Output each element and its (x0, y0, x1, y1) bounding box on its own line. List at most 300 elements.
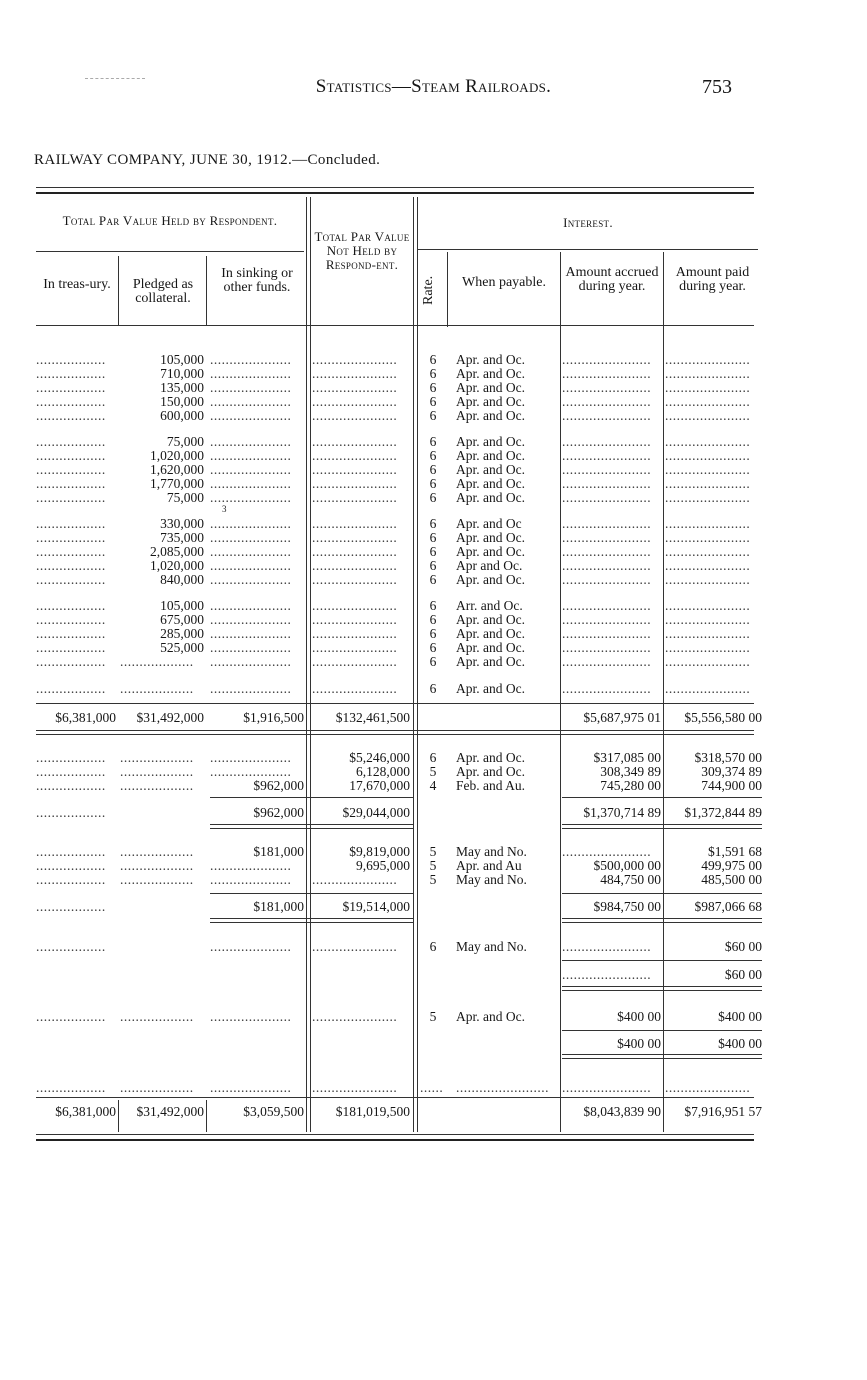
dot-leader: .................. (36, 859, 106, 873)
accrued-value: $500,000 00 (593, 858, 661, 873)
rate-value: 6 (429, 626, 437, 641)
rate-value: 6 (429, 448, 437, 463)
dot-leader: ...................... (312, 517, 398, 531)
paid-value: $60 00 (724, 939, 762, 954)
vrule-treasury-total (118, 1100, 119, 1132)
dot-leader: .................. (36, 765, 106, 779)
pledged-value: 1,770,000 (150, 476, 204, 491)
dot-leader: .................. (36, 559, 106, 573)
dot-leader: ...................... (312, 1081, 398, 1095)
when-payable-value: Apr. and Oc. (456, 1009, 525, 1024)
header-sinking: In sinking or other funds. (221, 266, 293, 295)
when-payable-value: Arr. and Oc. (456, 598, 523, 613)
dot-leader: .................. (36, 1010, 106, 1024)
subtotal-1-accrued: $5,687,975 01 (583, 710, 661, 725)
dot-leader: ..................... (210, 682, 292, 696)
dot-leader: .................. (36, 751, 106, 765)
when-payable-value: Apr. and Oc. (456, 352, 525, 367)
dot-leader: .................. (36, 545, 106, 559)
sum-rule (36, 703, 754, 704)
vrule-accrued (663, 252, 664, 1132)
bottom-rule-1 (36, 1134, 754, 1135)
dot-leader: ...................... (312, 1010, 398, 1024)
vrule-treasury-head (118, 256, 119, 326)
grand-total-treasury: $6,381,000 (55, 1104, 116, 1119)
rate-value: 6 (429, 352, 437, 367)
dot-leader: ..................... (210, 477, 292, 491)
vrule-double-a (306, 197, 307, 1132)
dot-leader: ....................... (562, 968, 652, 982)
accrued-value: 308,349 89 (600, 764, 661, 779)
header-rate: Rate. (421, 275, 436, 305)
subtotal-3-not_held: $19,514,000 (342, 899, 410, 914)
pledged-value: 150,000 (160, 394, 204, 409)
dot-leader: ..................... (210, 367, 292, 381)
rate-value: 5 (429, 858, 437, 873)
dot-leader: ...................... (665, 613, 751, 627)
rate-value: 6 (429, 408, 437, 423)
dot-leader: .................. (36, 409, 106, 423)
dot-leader: ..................... (210, 381, 292, 395)
dot-leader: ..................... (210, 613, 292, 627)
when-payable-value: Feb. and Au. (456, 778, 525, 793)
dot-leader: .................. (36, 573, 106, 587)
dot-leader: .................. (36, 517, 106, 531)
sum-rule (562, 986, 762, 987)
rate-value: 6 (429, 366, 437, 381)
when-payable-value: Apr. and Oc (456, 516, 522, 531)
accrued-value: 745,280 00 (600, 778, 661, 793)
table-subtitle: RAILWAY COMPANY, JUNE 30, 1912.—Concluded. (34, 152, 381, 168)
when-payable-value: May and No. (456, 844, 527, 859)
rate-value: 4 (429, 778, 437, 793)
dot-leader: ...................... (312, 463, 398, 477)
sum-rule (562, 990, 762, 991)
pledged-value: 840,000 (160, 572, 204, 587)
header-bottom-rule (36, 325, 754, 326)
dot-leader: ...................... (312, 940, 398, 954)
pledged-value: 330,000 (160, 516, 204, 531)
dot-leader: ...... (420, 1081, 444, 1095)
pledged-value: 75,000 (166, 490, 204, 505)
dot-leader: .................. (36, 806, 106, 820)
dot-leader: .................. (36, 477, 106, 491)
when-payable-value: Apr. and Au (456, 858, 522, 873)
dot-leader: ................... (120, 873, 194, 887)
rate-value: 6 (429, 380, 437, 395)
dot-leader: ...................... (665, 559, 751, 573)
grand-total-paid: $7,916,951 57 (684, 1104, 762, 1119)
dot-leader: ...................... (665, 463, 751, 477)
dot-leader: ...................... (312, 491, 398, 505)
dot-leader: ...................... (312, 682, 398, 696)
dot-leader: .................. (36, 353, 106, 367)
dot-leader: ...................... (312, 573, 398, 587)
when-payable-value: Apr. and Oc. (456, 640, 525, 655)
paid-value: $1,591 68 (708, 844, 762, 859)
rate-value: 6 (429, 490, 437, 505)
dot-leader: ....................... (562, 491, 652, 505)
dot-leader: ...................... (312, 531, 398, 545)
dot-leader: ....................... (562, 682, 652, 696)
vrule-rate-head (447, 252, 448, 327)
dot-leader: ...................... (665, 395, 751, 409)
pledged-value: 600,000 (160, 408, 204, 423)
when-payable-value: Apr. and Oc. (456, 654, 525, 669)
pledged-value: 285,000 (160, 626, 204, 641)
dot-leader: .................. (36, 940, 106, 954)
rate-value: 5 (429, 844, 437, 859)
dot-leader: ....................... (562, 409, 652, 423)
dot-leader: ..................... (210, 1081, 292, 1095)
dot-leader: ................... (120, 765, 194, 779)
held-group-underline (36, 251, 304, 252)
page-number: 753 (702, 76, 732, 98)
dot-leader: ...................... (665, 1081, 751, 1095)
subtotal-2-paid: $1,372,844 89 (684, 805, 762, 820)
vrule-pledged-total (206, 1100, 207, 1132)
dot-leader: ..................... (210, 409, 292, 423)
dot-leader: ..................... (210, 517, 292, 531)
dot-leader: ........................ (456, 1081, 549, 1095)
dot-leader: ................... (120, 751, 194, 765)
grand-total-sinking: $3,059,500 (243, 1104, 304, 1119)
dot-leader: .................. (36, 900, 106, 914)
when-payable-value: Apr. and Oc. (456, 681, 525, 696)
dot-leader: .................. (36, 491, 106, 505)
vrule-double-d (417, 197, 418, 1132)
dot-leader: ..................... (210, 531, 292, 545)
dot-leader: .................. (36, 845, 106, 859)
dot-leader: ..................... (210, 463, 292, 477)
not-held-value: 9,695,000 (356, 858, 410, 873)
dot-leader: ....................... (562, 1081, 652, 1095)
rate-value: 6 (429, 681, 437, 696)
sum-rule (562, 824, 762, 825)
when-payable-value: Apr. and Oc. (456, 448, 525, 463)
dot-leader: ..................... (210, 873, 292, 887)
sum-rule (36, 1097, 754, 1098)
dot-leader: ...................... (665, 353, 751, 367)
header-total-par-held: Total Par Value Held by Respondent. (62, 213, 278, 228)
dot-leader: ..................... (210, 627, 292, 641)
dot-leader: ................... (120, 682, 194, 696)
rate-value: 6 (429, 750, 437, 765)
dot-leader: ....................... (562, 395, 652, 409)
footnote-mark: 3 (222, 504, 227, 514)
dot-leader: .................. (36, 395, 106, 409)
vrule-double-b (310, 197, 311, 1132)
dot-leader: ....................... (562, 940, 652, 954)
when-payable-value: Apr and Oc. (456, 558, 523, 573)
dot-leader: ..................... (210, 765, 292, 779)
rate-value: 6 (429, 558, 437, 573)
dot-leader: .................. (36, 627, 106, 641)
vrule-when (560, 252, 561, 1132)
sum-rule (210, 918, 414, 919)
subtotal-3-accrued: $984,750 00 (593, 899, 661, 914)
grand-total-pledged: $31,492,000 (136, 1104, 204, 1119)
header-amount-paid: Amount paid during year. (675, 265, 750, 294)
dot-leader: ...................... (312, 435, 398, 449)
dot-leader: ................... (120, 1081, 194, 1095)
dot-leader: ..................... (210, 395, 292, 409)
dot-leader: .................. (36, 779, 106, 793)
dot-leader: ...................... (665, 655, 751, 669)
dot-leader: .................. (36, 1081, 106, 1095)
paid-value: 309,374 89 (701, 764, 762, 779)
subtotal-1-paid: $5,556,580 00 (684, 710, 762, 725)
interest-group-underline (418, 249, 758, 250)
when-payable-value: Apr. and Oc. (456, 476, 525, 491)
pledged-value: 2,085,000 (150, 544, 204, 559)
when-payable-value: Apr. and Oc. (456, 434, 525, 449)
not-held-value: $5,246,000 (349, 750, 410, 765)
dot-leader: ....................... (562, 463, 652, 477)
dot-leader: ..................... (210, 1010, 292, 1024)
pledged-value: 105,000 (160, 598, 204, 613)
dot-leader: ..................... (210, 940, 292, 954)
header-interest: Interest. (563, 215, 613, 230)
sum-rule (562, 1058, 762, 1059)
rate-value: 5 (429, 1009, 437, 1024)
dot-leader: ...................... (312, 599, 398, 613)
dot-leader: ................... (120, 655, 194, 669)
when-payable-value: Apr. and Oc. (456, 366, 525, 381)
grand-total-not_held: $181,019,500 (335, 1104, 410, 1119)
dot-leader: ...................... (665, 491, 751, 505)
dot-leader: ...................... (665, 381, 751, 395)
dot-leader: ....................... (562, 641, 652, 655)
paid-value: 744,900 00 (701, 778, 762, 793)
sum-rule (562, 828, 762, 829)
when-payable-value: May and No. (456, 939, 527, 954)
dot-leader: ...................... (312, 873, 398, 887)
dot-leader: ....................... (562, 627, 652, 641)
dot-leader: ...................... (312, 395, 398, 409)
dot-leader: ...................... (665, 682, 751, 696)
dot-leader: .................. (36, 682, 106, 696)
dot-leader: ...................... (312, 381, 398, 395)
rate-value: 5 (429, 872, 437, 887)
dot-leader: .................. (36, 449, 106, 463)
dot-leader: ................... (120, 779, 194, 793)
pledged-value: 675,000 (160, 612, 204, 627)
dot-leader: ................... (120, 859, 194, 873)
header-total-par-not-held: Total Par Value Not Held by Respond-ent. (314, 229, 410, 272)
paid-value: $400 00 (718, 1009, 762, 1024)
rate-value: 6 (429, 640, 437, 655)
dot-leader: ...................... (665, 573, 751, 587)
pledged-value: 1,020,000 (150, 448, 204, 463)
sum-rule (562, 1030, 762, 1031)
when-payable-value: May and No. (456, 872, 527, 887)
dot-leader: ..................... (210, 559, 292, 573)
pledged-value: 105,000 (160, 352, 204, 367)
dot-leader: ....................... (562, 449, 652, 463)
subtotal-5-accrued: $400 00 (617, 1036, 661, 1051)
dot-leader: ....................... (562, 435, 652, 449)
rate-value: 6 (429, 462, 437, 477)
rate-value: 6 (429, 939, 437, 954)
dot-leader: ....................... (562, 845, 652, 859)
subtotal-4-paid: $60 00 (724, 967, 762, 982)
subtotal-5-paid: $400 00 (718, 1036, 762, 1051)
subtotal-1-pledged: $31,492,000 (136, 710, 204, 725)
header-treasury: In treas-ury. (43, 277, 111, 292)
rate-value: 6 (429, 654, 437, 669)
when-payable-value: Apr. and Oc. (456, 544, 525, 559)
dot-leader: ...................... (665, 449, 751, 463)
pledged-value: 735,000 (160, 530, 204, 545)
dot-leader: .................. (36, 381, 106, 395)
vrule-double-c (413, 197, 414, 1132)
sum-rule (562, 1054, 762, 1055)
dot-leader: ...................... (665, 477, 751, 491)
when-payable-value: Apr. and Oc. (456, 380, 525, 395)
dot-leader: ...................... (312, 545, 398, 559)
sum-rule (210, 893, 414, 894)
vrule-pledged-head (206, 256, 207, 326)
dot-leader: ...................... (665, 517, 751, 531)
dot-leader: .................. (36, 613, 106, 627)
subtotal-2-accrued: $1,370,714 89 (583, 805, 661, 820)
rate-value: 6 (429, 612, 437, 627)
dot-leader: ...................... (665, 531, 751, 545)
when-payable-value: Apr. and Oc. (456, 490, 525, 505)
pledged-value: 135,000 (160, 380, 204, 395)
sum-rule (562, 960, 762, 961)
pledged-value: 75,000 (166, 434, 204, 449)
sum-rule (210, 797, 414, 798)
paid-value: 499,975 00 (701, 858, 762, 873)
dot-leader: ....................... (562, 477, 652, 491)
sinking-value: $962,000 (253, 778, 304, 793)
dot-leader: ....................... (562, 655, 652, 669)
dot-leader: ..................... (210, 435, 292, 449)
accrued-value: $400 00 (617, 1009, 661, 1024)
dot-leader: ....................... (562, 531, 652, 545)
dot-leader: ....................... (562, 545, 652, 559)
when-payable-value: Apr. and Oc. (456, 764, 525, 779)
dot-leader: ...................... (312, 409, 398, 423)
dot-leader: ...................... (312, 627, 398, 641)
dot-leader: ...................... (312, 559, 398, 573)
dot-leader: .................. (36, 873, 106, 887)
dot-leader: ..................... (210, 641, 292, 655)
rate-value: 6 (429, 572, 437, 587)
accrued-value: 484,750 00 (600, 872, 661, 887)
dot-leader: ...................... (665, 409, 751, 423)
dot-leader: ...................... (312, 655, 398, 669)
dot-leader: ...................... (312, 641, 398, 655)
sum-rule (562, 918, 762, 919)
dot-leader: ...................... (312, 477, 398, 491)
accrued-value: $317,085 00 (593, 750, 661, 765)
sum-rule (562, 893, 762, 894)
dot-leader: ...................... (312, 613, 398, 627)
paid-value: 485,500 00 (701, 872, 762, 887)
not-held-value: 17,670,000 (349, 778, 410, 793)
rate-value: 5 (429, 764, 437, 779)
dot-leader: ..................... (210, 751, 292, 765)
rate-value: 6 (429, 434, 437, 449)
dot-leader: ....................... (562, 353, 652, 367)
sum-rule (210, 824, 414, 825)
dot-leader: ....................... (562, 613, 652, 627)
dot-leader: ..................... (210, 353, 292, 367)
header-pledged: Pledged as collateral. (132, 277, 194, 306)
top-rule-1 (36, 187, 754, 188)
dot-leader: ..................... (210, 545, 292, 559)
not-held-value: $9,819,000 (349, 844, 410, 859)
top-rule-2 (36, 192, 754, 194)
dot-leader: ..................... (210, 573, 292, 587)
rate-value: 6 (429, 598, 437, 613)
subtotal-2-not_held: $29,044,000 (342, 805, 410, 820)
dot-leader: ..................... (210, 491, 292, 505)
when-payable-value: Apr. and Oc. (456, 572, 525, 587)
dot-leader: ....................... (562, 381, 652, 395)
dot-leader: .................. (36, 367, 106, 381)
rate-value: 6 (429, 516, 437, 531)
subtotal-1-treasury: $6,381,000 (55, 710, 116, 725)
sum-rule (36, 734, 754, 735)
pledged-value: 710,000 (160, 366, 204, 381)
dot-leader: ................... (120, 1010, 194, 1024)
subtotal-1-sinking: $1,916,500 (243, 710, 304, 725)
grand-total-accrued: $8,043,839 90 (583, 1104, 661, 1119)
dot-leader: ....................... (562, 367, 652, 381)
when-payable-value: Apr. and Oc. (456, 612, 525, 627)
dot-leader: ....................... (562, 573, 652, 587)
paid-value: $318,570 00 (694, 750, 762, 765)
dot-leader: ................... (120, 845, 194, 859)
dot-leader: .................. (36, 599, 106, 613)
dot-leader: ....................... (562, 517, 652, 531)
dot-leader: ...................... (312, 353, 398, 367)
dot-leader: ...................... (312, 367, 398, 381)
dot-leader: ...................... (665, 435, 751, 449)
when-payable-value: Apr. and Oc. (456, 530, 525, 545)
rate-value: 6 (429, 394, 437, 409)
dot-leader: ...................... (665, 367, 751, 381)
sum-rule (562, 797, 762, 798)
dot-leader: ..................... (210, 449, 292, 463)
not-held-value: 6,128,000 (356, 764, 410, 779)
subtotal-3-sinking: $181,000 (253, 899, 304, 914)
rate-value: 6 (429, 544, 437, 559)
dot-leader: ...................... (665, 545, 751, 559)
when-payable-value: Apr. and Oc. (456, 462, 525, 477)
dot-leader: .................. (36, 531, 106, 545)
header-when-payable: When payable. (462, 275, 546, 290)
sum-rule (210, 828, 414, 829)
rate-value: 6 (429, 476, 437, 491)
dot-leader: .................. (36, 655, 106, 669)
header-amount-accrued: Amount accrued during year. (565, 265, 659, 294)
dot-leader: ...................... (312, 449, 398, 463)
when-payable-value: Apr. and Oc. (456, 626, 525, 641)
dot-leader: ...................... (665, 641, 751, 655)
dot-leader: ....................... (562, 599, 652, 613)
dot-leader: .................. (36, 463, 106, 477)
pledged-value: 1,020,000 (150, 558, 204, 573)
dot-leader: .................. (36, 641, 106, 655)
running-head: Statistics—Steam Railroads. (315, 76, 552, 97)
dot-leader: ...................... (665, 627, 751, 641)
dot-leader: ..................... (210, 599, 292, 613)
